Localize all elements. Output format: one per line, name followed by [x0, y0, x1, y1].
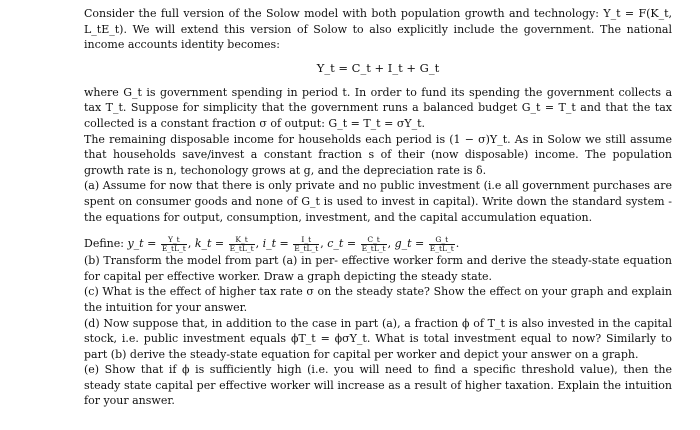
part-d: (d) Now suppose that, in addition to the case in part (a), a fraction ϕ of T_t is also invested in the capital stock, i.e. public investment equals ϕT_t = ϕσY_t. What is total investment equal to now? Similarly to part (b) derive the steady-state equation for capital per worker and depict your answer on a graph.	[84, 316, 672, 361]
intro-paragraph: Consider the full version of the Solow model with both population growth and technology: Y_t = F(K_t, L_tE_t). We will extend this version of Solow to also explicitly include the government. The national income accounts identity becomes:	[84, 7, 672, 52]
part-b: (b) Transform the model from part (a) in per- effective worker form and derive the steady-state equation for capital per effective worker. Draw a graph depicting the steady state.	[84, 254, 672, 283]
where-paragraph: where G_t is government spending in period t. In order to fund its spending the government collects a tax T_t. Suppose for simplicity that the government runs a balanced budget G_t = T_t and that the tax collected is a constant fraction σ of output: G_t = T_t = σY_t.	[84, 85, 672, 130]
part-c: (c) What is the effect of higher tax rate σ on the steady state? Show the effect on your graph and explain the intuition for your answer.	[84, 285, 672, 314]
define-var-i: i_t = $\frac{I\_t}{E\_tL\_t}$ ,	[262, 234, 328, 253]
define-var-y: y_t = $\frac{Y\_t}{E\_tL\_t}$ ,	[127, 234, 195, 253]
define-label: Define:	[84, 237, 124, 251]
define-var-k: k_t = $\frac{K\_t}{E\_tL\_t}$ ,	[194, 234, 263, 253]
part-e: (e) Show that if ϕ is sufficiently high (i.e. you will need to find a specific threshold value), then the steady state capital per effective worker will increase as a result of higher taxation. Explain the intuition for your answer.	[84, 363, 672, 408]
define-line	[84, 235, 672, 253]
define-var-c: c_t = $\frac{C\_t}{E\_tL\_t}$ ,	[327, 234, 395, 253]
disposable-paragraph: The remaining disposable income for households each period is (1 − σ)Y_t. As in Solow we still assume that households save/invest a constant fraction s of their (now disposable) income. The population growth rate is n, techonology grows at g, and the depreciation rate is δ.	[84, 132, 672, 177]
define-var-g: g_t = $\frac{G\_t}{E\_tL\_t}$ .	[394, 234, 460, 253]
part-a: (a) Assume for now that there is only private and no public investment (i.e all government purchases are spent on consumer goods and none of G_t is used to invest in capital). Write down the standard system - the equations for output, consumption, investment, and the capital accumulation equation.	[84, 179, 672, 224]
identity-equation: Y_t = C_t + I_t + G_t	[316, 60, 440, 75]
